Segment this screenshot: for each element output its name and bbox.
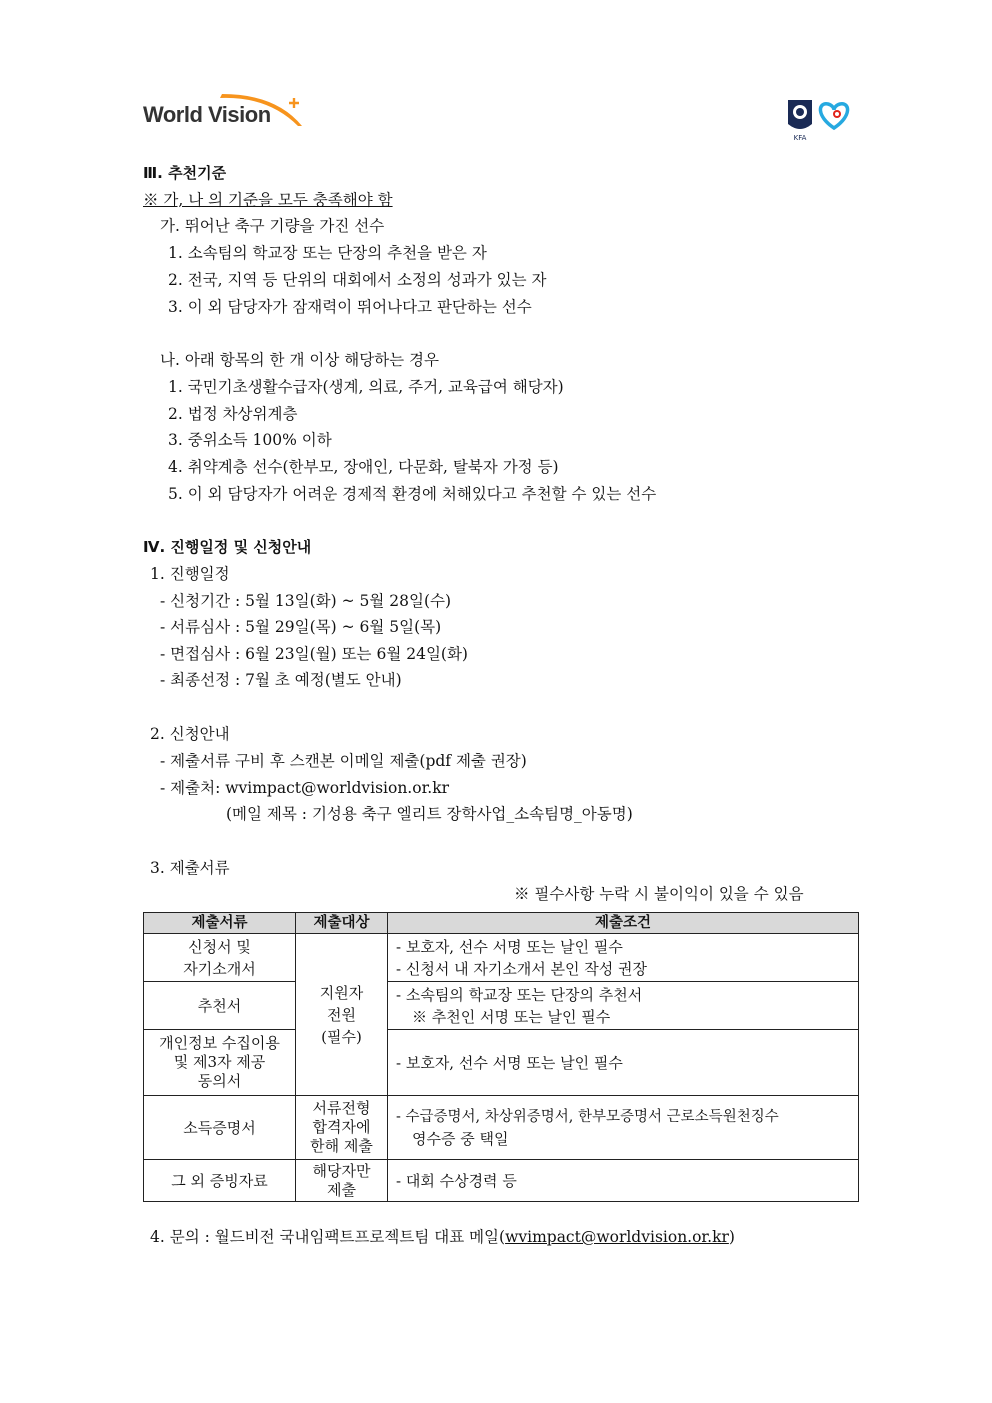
target-text: 합격자에: [312, 1118, 371, 1136]
doc-name: 및 제3자 제공: [173, 1053, 266, 1071]
condition-text: - 보호자, 선수 서명 또는 날인 필수: [396, 1053, 623, 1072]
contact-prefix: 4. 문의 : 월드비전 국내임팩트프로젝트팀 대표 메일(: [150, 1228, 506, 1246]
condition-cell: [388, 1160, 859, 1202]
contact-line: [150, 1227, 735, 1247]
target-cell: [296, 1096, 388, 1160]
criteria-a-item: 3. 이 외 담당자가 잠재력이 뛰어나다고 판단하는 선수: [168, 298, 532, 316]
condition-text: - 보호자, 선수 서명 또는 날인 필수: [396, 937, 623, 956]
docs-note: ※ 필수사항 누락 시 불이익이 있을 수 있음: [514, 885, 804, 903]
apply-title: 2. 신청안내: [150, 725, 230, 743]
target-text: (필수): [321, 1027, 362, 1046]
table-header-row: [144, 913, 859, 934]
schedule-item: - 최종선정 : 7월 초 예정(별도 안내): [160, 671, 402, 689]
doc-name: 신청서 및: [188, 937, 251, 956]
schedule-item: - 서류심사 : 5월 29일(목) ~ 6월 5일(목): [160, 618, 442, 636]
table-row: [144, 1160, 859, 1202]
kfa-emblem-icon: [786, 98, 850, 142]
documents-table: [143, 912, 859, 1202]
table-row: [144, 1096, 859, 1160]
criteria-b-item: 2. 법정 차상위계층: [168, 405, 298, 423]
doc-cell: 추천서: [144, 982, 296, 1030]
doc-cell: [144, 1030, 296, 1096]
condition-text: - 수급증명서, 차상위증명서, 한부모증명서 근로소득원천징수: [396, 1108, 779, 1125]
table-row: [144, 1030, 859, 1096]
criteria-note: ※ 가, 나 의 기준을 모두 충족해야 함: [143, 191, 393, 209]
target-cell: [296, 1160, 388, 1202]
criteria-b-item: 4. 취약계층 선수(한부모, 장애인, 다문화, 탈북자 가정 등): [168, 458, 559, 476]
world-vision-logo: World Vision: [143, 102, 271, 127]
schedule-item: - 면접심사 : 6월 23일(월) 또는 6월 24일(화): [160, 645, 468, 663]
contact-suffix: ): [728, 1228, 735, 1246]
target-text: 지원자: [319, 983, 364, 1002]
doc-cell: 그 외 증빙자료: [144, 1160, 296, 1202]
table-header: 제출대상: [296, 913, 388, 934]
target-cell: [296, 934, 388, 1096]
kfa-label: KFA: [793, 134, 807, 142]
contact-email-link[interactable]: wvimpact@worldvision.or.kr: [505, 1228, 729, 1246]
target-text: 해당자만: [312, 1161, 371, 1180]
doc-name: 자기소개서: [183, 959, 256, 978]
condition-text: - 소속팀의 학교장 또는 단장의 추천서: [396, 985, 643, 1004]
condition-cell: [388, 1096, 859, 1160]
target-text: 전원: [327, 1005, 356, 1024]
table-header: 제출조건: [388, 913, 859, 934]
schedule-item: - 신청기간 : 5월 13일(화) ~ 5월 28일(수): [160, 592, 452, 610]
doc-name: 개인정보 수집이용: [159, 1034, 280, 1052]
condition-text: 영수증 중 택일: [412, 1129, 509, 1148]
criteria-b-item: 1. 국민기초생활수급자(생계, 의료, 주거, 교육급여 해당자): [168, 378, 564, 396]
section3-title: Ⅲ. 추천기준: [143, 164, 227, 182]
docs-title: 3. 제출서류: [150, 859, 230, 877]
target-text: 제출: [327, 1180, 356, 1199]
target-text: 한해 제출: [310, 1137, 373, 1155]
table-row: [144, 982, 859, 1030]
schedule-title: 1. 진행일정: [150, 565, 230, 583]
condition-text: - 신청서 내 자기소개서 본인 작성 권장: [396, 959, 648, 978]
apply-mail-subject: (메일 제목 : 기성용 축구 엘리트 장학사업_소속팀명_아동명): [226, 805, 633, 823]
criteria-a-title: 가. 뛰어난 축구 기량을 가진 선수: [160, 217, 385, 235]
apply-item: - 제출서류 구비 후 스캔본 이메일 제출(pdf 제출 권장): [160, 752, 527, 770]
world-vision-logo-icon: [218, 92, 304, 128]
criteria-b-title: 나. 아래 항목의 한 개 이상 해당하는 경우: [160, 351, 439, 369]
condition-cell: [388, 1030, 859, 1096]
condition-cell: [388, 982, 859, 1030]
condition-cell: [388, 934, 859, 982]
apply-item: - 제출처: wvimpact@worldvision.or.kr: [160, 779, 450, 797]
criteria-b-item: 3. 중위소득 100% 이하: [168, 431, 332, 449]
table-header: 제출서류: [144, 913, 296, 934]
doc-name: 동의서: [197, 1072, 242, 1090]
condition-text: - 대회 수상경력 등: [396, 1171, 517, 1190]
table-row: [144, 934, 859, 982]
doc-cell: 소득증명서: [144, 1096, 296, 1160]
criteria-a-item: 2. 전국, 지역 등 단위의 대회에서 소정의 성과가 있는 자: [168, 271, 547, 289]
target-text: 서류전형: [312, 1099, 371, 1117]
criteria-b-item: 5. 이 외 담당자가 어려운 경제적 환경에 처해있다고 추천할 수 있는 선수: [168, 485, 657, 503]
condition-text: ※ 추천인 서명 또는 날인 필수: [412, 1007, 611, 1026]
section4-title: Ⅳ. 진행일정 및 신청안내: [143, 538, 312, 556]
criteria-a-item: 1. 소속팀의 학교장 또는 단장의 추천을 받은 자: [168, 244, 487, 262]
kfa-logo: [786, 98, 850, 142]
doc-cell: [144, 934, 296, 982]
